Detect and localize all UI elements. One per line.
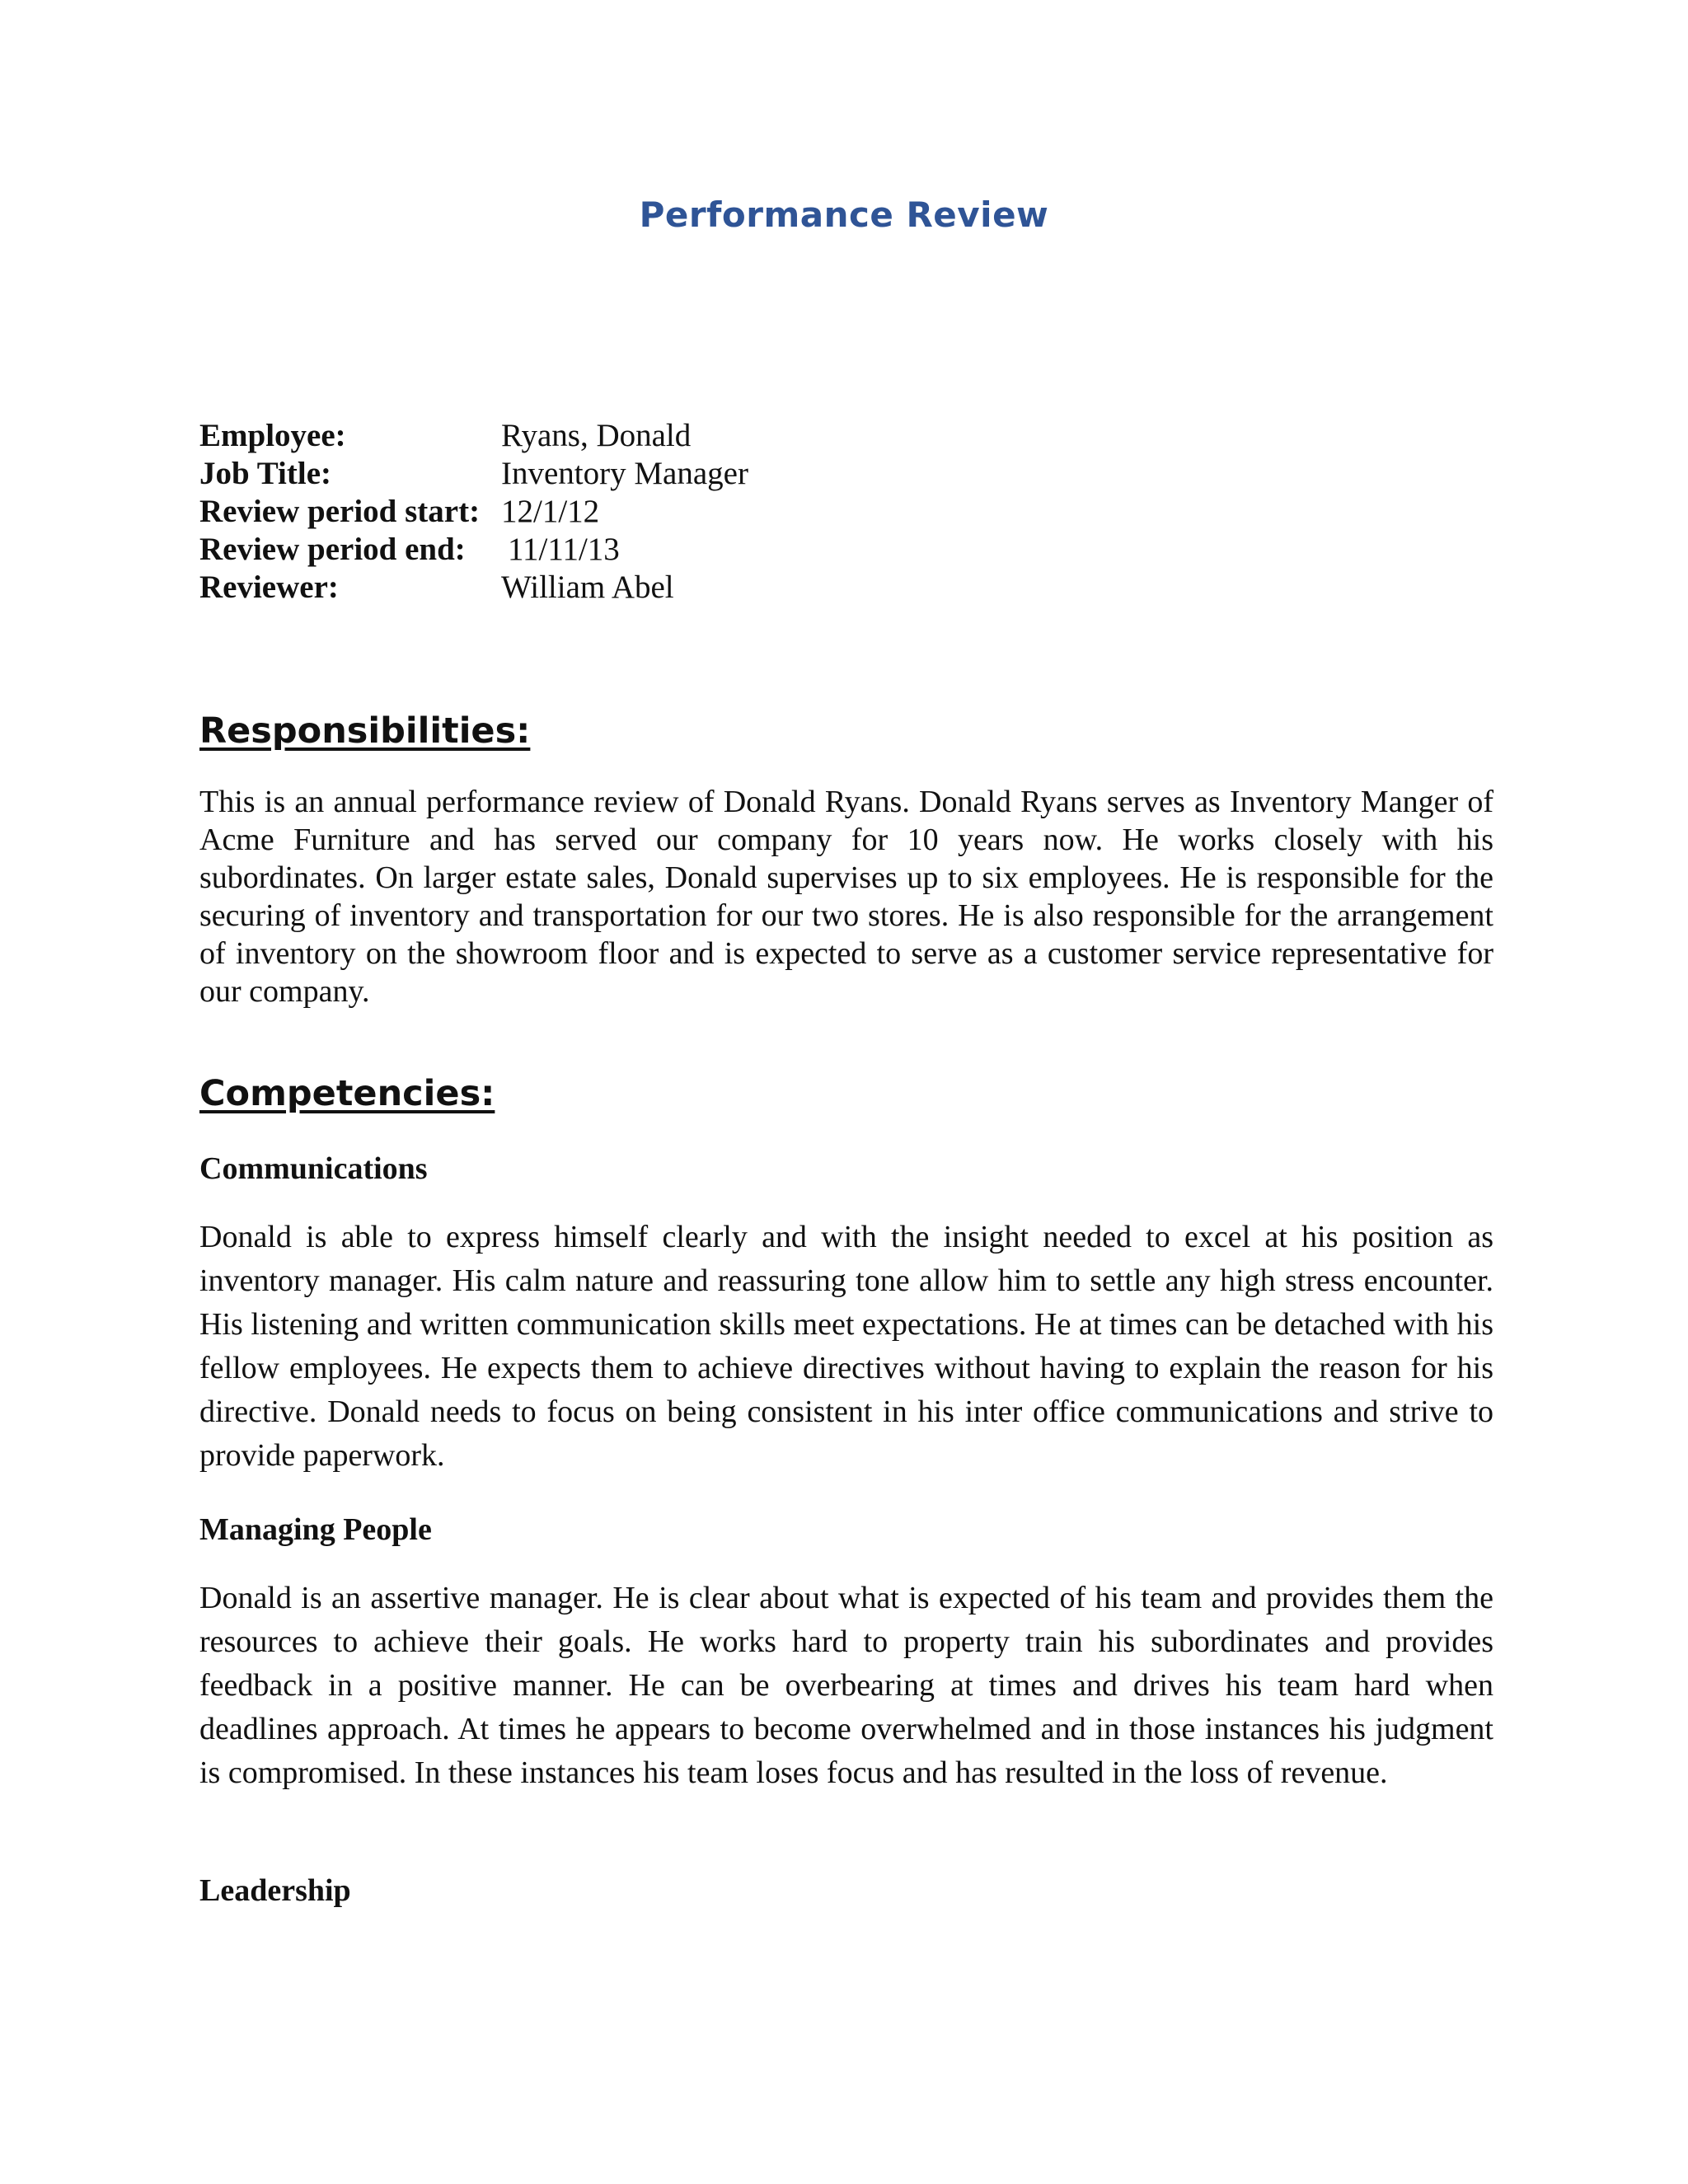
info-value: 12/1/12: [501, 494, 600, 529]
info-row-period-start: [199, 493, 748, 531]
competencies-heading: Competencies:: [199, 1073, 495, 1114]
info-label: Reviewer:: [199, 569, 339, 605]
info-value: William Abel: [501, 569, 674, 605]
communications-paragraph: Donald is able to express himself clearly and with the insight needed to excel at his position as inventory manager. His calm nature and reassuring tone allow him to settle any high stress encounter. His listening and written communication skills meet expectations. He at times can be detached with his fellow employees. He expects them to achieve directives without having to explain the reason for his directive. Donald needs to focus on being consistent in his inter office communications and strive to provide paperwork.: [199, 1220, 1493, 1473]
communications-heading: Communications: [199, 1151, 428, 1186]
info-value: 11/11/13: [508, 532, 620, 567]
info-label: Employee:: [199, 418, 346, 453]
managing-people-paragraph: Donald is an assertive manager. He is clear about what is expected of his team and provides them the resources to achieve their goals. He works hard to property train his subordinates and provides feedback in a positive manner. He can be overbearing at times and drives his team hard when deadlines approach. At times he appears to become overwhelmed and in those instances his judgment is compromised. In these instances his team loses focus and has resulted in the loss of revenue.: [199, 1581, 1493, 1790]
info-row-job-title: [199, 455, 748, 493]
managing-people-heading: Managing People: [199, 1512, 432, 1547]
leadership-heading: Leadership: [199, 1873, 351, 1908]
responsibilities-heading: Responsibilities:: [199, 710, 531, 752]
employee-info-table: [199, 417, 748, 607]
info-label: Review period end:: [199, 532, 466, 567]
info-row-employee: [199, 417, 748, 455]
info-label: Review period start:: [199, 494, 481, 529]
info-row-period-end: [199, 531, 748, 569]
page-title: Performance Review: [639, 194, 1049, 235]
info-value: Inventory Manager: [501, 456, 748, 491]
info-row-reviewer: [199, 569, 748, 607]
info-label: Job Title:: [199, 456, 331, 491]
responsibilities-paragraph: This is an annual performance review of Donald Ryans. Donald Ryans serves as Inventory Manger of Acme Furniture and has served our company for 10 years now. He works closely with his subordinates. On larger estate sales, Donald supervises up to six employees. He is responsible for the securing of inventory and transportation for our two stores. He is also responsible for the arrangement of inventory on the showroom floor and is expected to serve as a customer service representative for our company.: [199, 785, 1493, 1009]
info-value: Ryans, Donald: [501, 418, 692, 453]
